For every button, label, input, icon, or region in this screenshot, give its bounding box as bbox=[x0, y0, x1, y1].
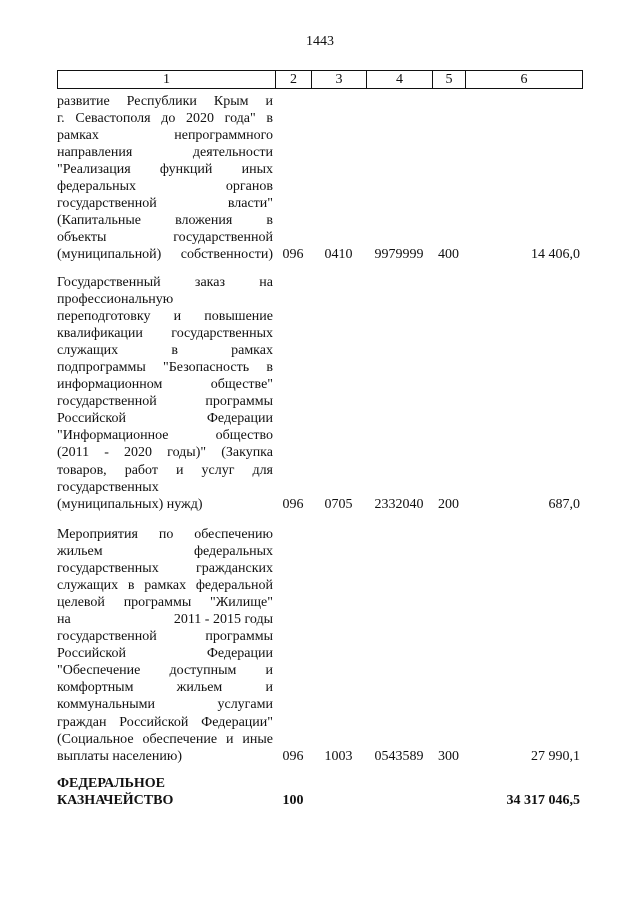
text-line: (2011 - 2020 годы)" (Закупка bbox=[57, 445, 273, 461]
name-cell bbox=[57, 526, 273, 765]
expense-type-cell: 300 bbox=[438, 748, 459, 764]
text-line: жильем федеральных bbox=[57, 543, 273, 559]
column-header-expense-type: 5 bbox=[432, 71, 465, 88]
column-header-amount: 6 bbox=[465, 71, 583, 88]
section-code-cell: 1003 bbox=[324, 748, 353, 764]
text-line: государственных гражданских bbox=[57, 560, 273, 576]
column-header-section-code: 3 bbox=[311, 71, 366, 88]
column-header-target-article: 4 bbox=[366, 71, 432, 88]
section-code-cell: 0410 bbox=[324, 247, 353, 263]
target-article-cell: 9979999 bbox=[374, 247, 424, 263]
ministry-code-cell: 096 bbox=[282, 247, 304, 263]
column-header-ministry-code: 2 bbox=[275, 71, 311, 88]
name-cell bbox=[57, 775, 273, 809]
expense-type-cell: 200 bbox=[438, 496, 459, 512]
text-line: выплаты населению) bbox=[57, 748, 182, 764]
text-line: целевой программы "Жилище" bbox=[57, 594, 273, 610]
text-line: профессиональную bbox=[57, 291, 174, 307]
text-line: квалификации государственных bbox=[57, 325, 273, 341]
name-cell bbox=[57, 93, 273, 264]
text-line: государственной программы bbox=[57, 394, 273, 410]
section-code-cell: 0705 bbox=[324, 496, 353, 512]
text-line: (Капитальные вложения в bbox=[57, 213, 273, 229]
text-line: "Реализация функций иных bbox=[57, 161, 273, 177]
text-line: государственных bbox=[57, 479, 159, 495]
column-header-name: 1 bbox=[57, 71, 275, 88]
text-line: (муниципальных) нужд) bbox=[57, 496, 203, 512]
text-line: (Социальное обеспечение и иные bbox=[57, 731, 273, 747]
text-line: коммунальными услугами bbox=[57, 697, 273, 713]
text-line: КАЗНАЧЕЙСТВО bbox=[57, 792, 174, 808]
text-line bbox=[57, 611, 273, 628]
text-line-segment: на bbox=[57, 611, 71, 627]
text-line: Российской Федерации bbox=[57, 411, 273, 427]
name-cell bbox=[57, 274, 273, 513]
expense-type-cell: 400 bbox=[438, 247, 459, 263]
text-line: Российской Федерации bbox=[57, 646, 273, 662]
text-line: Мероприятия по обеспечению bbox=[57, 526, 273, 542]
table-row bbox=[57, 93, 583, 264]
text-line: комфортным жильем и bbox=[57, 680, 273, 696]
ministry-code-cell: 096 bbox=[282, 496, 304, 512]
text-line: переподготовку и повышение bbox=[57, 308, 273, 324]
text-line: товаров, работ и услуг для bbox=[57, 462, 273, 478]
text-line: "Обеспечение доступным и bbox=[57, 663, 273, 679]
text-line: федеральных органов bbox=[57, 178, 273, 194]
table-row-total bbox=[57, 775, 583, 809]
target-article-cell: 2332040 bbox=[374, 496, 424, 512]
table-row bbox=[57, 274, 583, 513]
text-line: государственной власти" bbox=[57, 196, 273, 212]
text-line: подпрограммы "Безопасность в bbox=[57, 359, 273, 375]
text-line: информационном обществе" bbox=[57, 377, 273, 393]
amount-cell: 34 317 046,5 bbox=[506, 792, 580, 808]
amount-cell: 14 406,0 bbox=[531, 247, 580, 263]
amount-cell: 27 990,1 bbox=[531, 748, 580, 764]
table-header-row bbox=[57, 70, 583, 89]
amount-cell: 687,0 bbox=[548, 496, 580, 512]
text-line: объекты государственной bbox=[57, 230, 273, 246]
text-line: г. Севастополя до 2020 года" в bbox=[57, 110, 273, 126]
text-line-segment: 2011 - 2015 годы bbox=[173, 611, 273, 627]
text-line: служащих в рамках bbox=[57, 342, 273, 358]
text-line: ФЕДЕРАЛЬНОЕ bbox=[57, 775, 166, 791]
text-line: служащих в рамках федеральной bbox=[57, 577, 273, 593]
text-line: граждан Российской Федерации" bbox=[57, 714, 273, 730]
ministry-code-cell: 100 bbox=[282, 792, 304, 808]
text-line: направления деятельности bbox=[57, 144, 273, 160]
ministry-code-cell: 096 bbox=[282, 748, 304, 764]
text-line: Государственный заказ на bbox=[57, 274, 273, 290]
text-line: рамках непрограммного bbox=[57, 127, 273, 143]
text-line: государственной программы bbox=[57, 629, 273, 645]
table-row bbox=[57, 526, 583, 765]
page-number: 1443 bbox=[306, 34, 334, 49]
text-line: развитие Республики Крым и bbox=[57, 93, 273, 109]
text-line: (муниципальной) собственности) bbox=[57, 247, 273, 263]
text-line: "Информационное общество bbox=[57, 428, 273, 444]
target-article-cell: 0543589 bbox=[374, 748, 424, 764]
